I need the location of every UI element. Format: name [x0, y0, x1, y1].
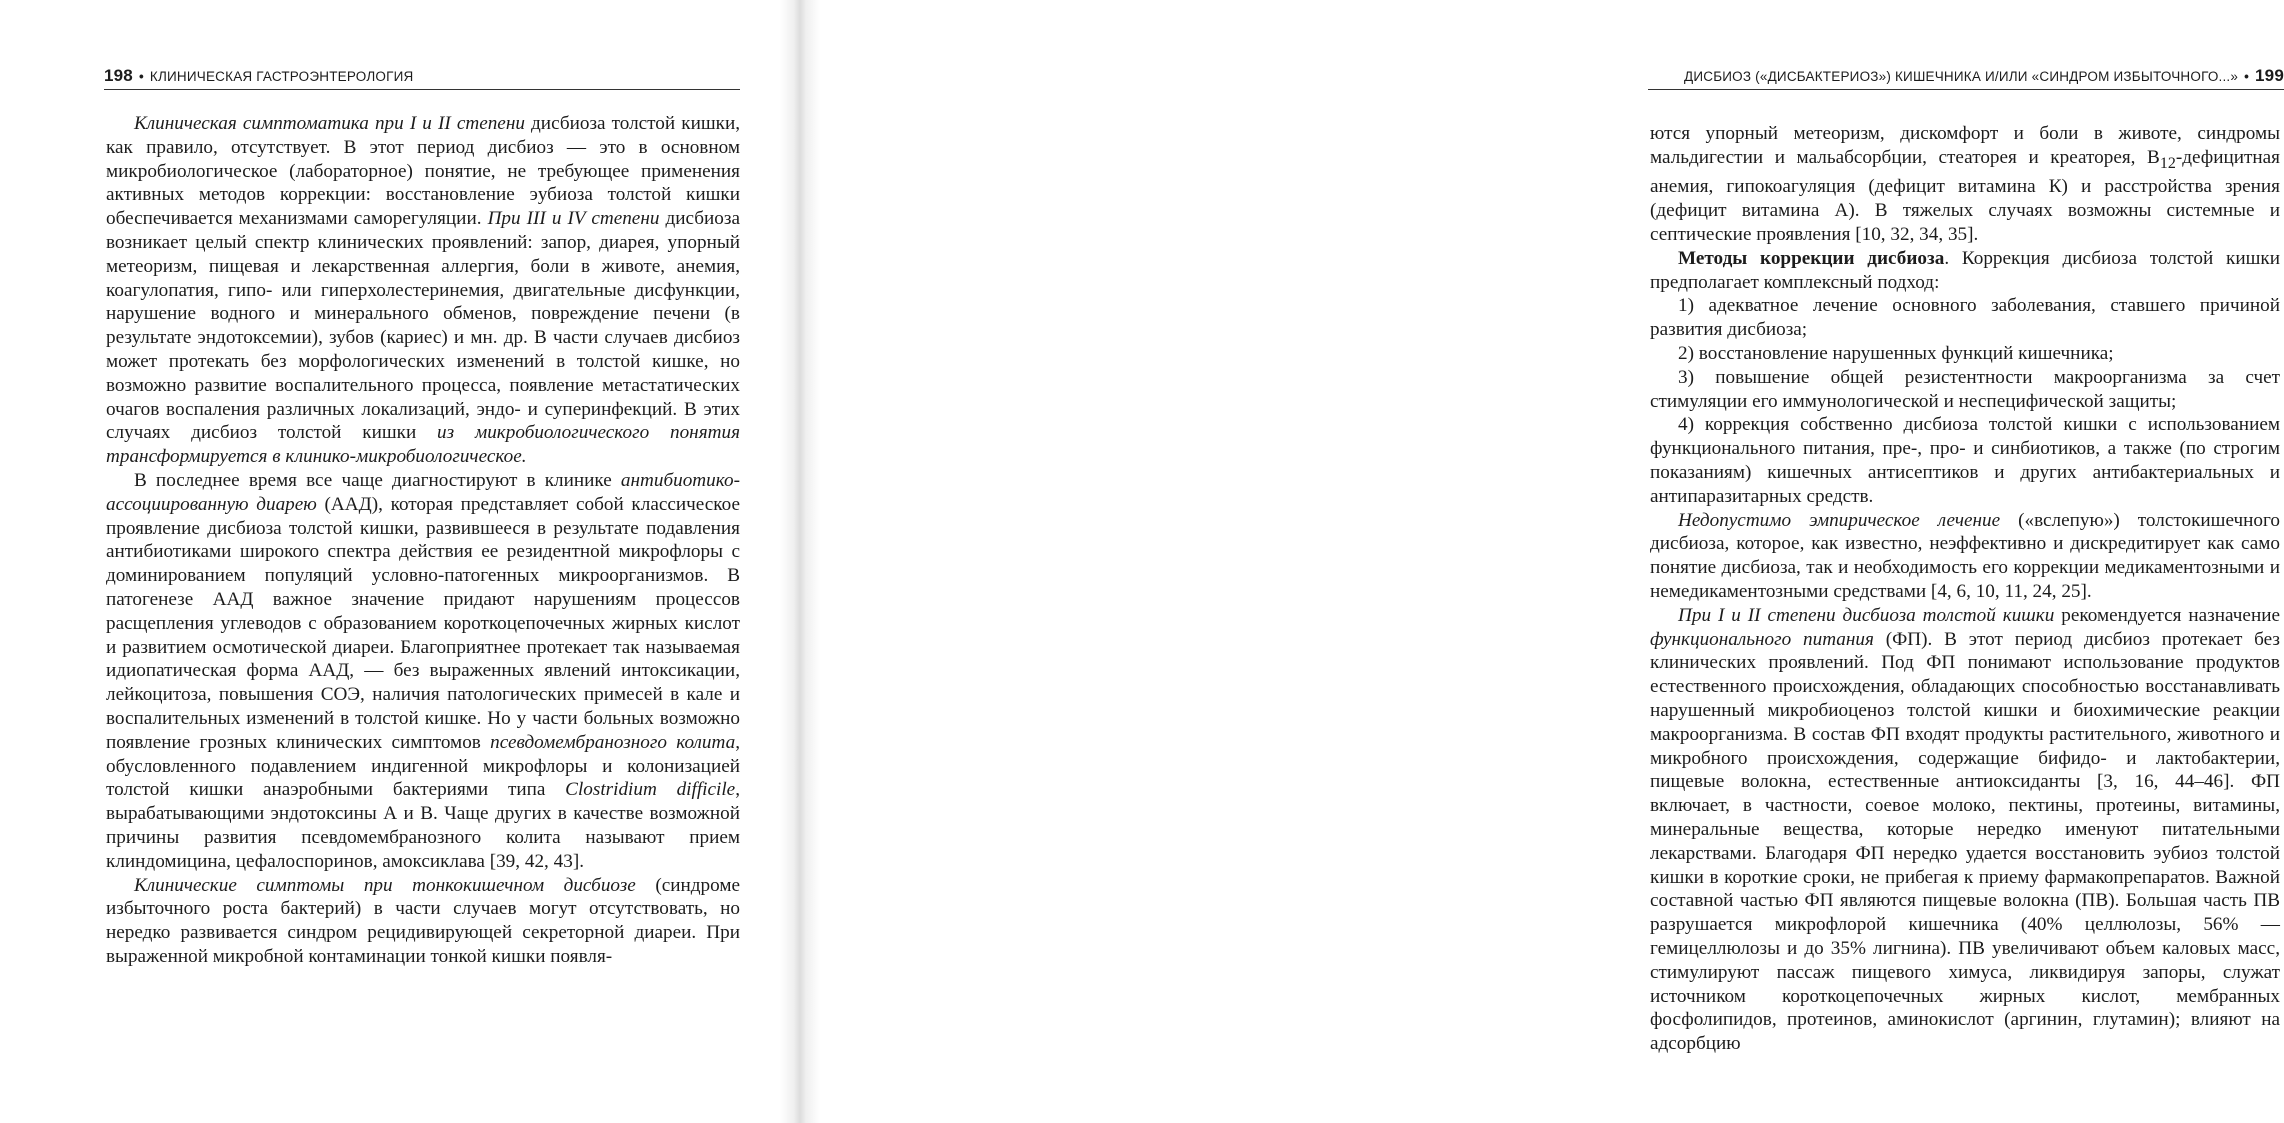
emphasis-text: функционального питания [1650, 628, 1874, 650]
text-run: 3) повышение общей резистентности макроорганизма за счет стимуляции его иммунологической и неспецифической защиты; [1650, 366, 2280, 412]
emphasis-text: псевдомембранозного колита [490, 731, 736, 753]
emphasis-text: Недопустимо эмпирическое лечение [1678, 509, 2001, 531]
body-text-left [106, 112, 740, 969]
text-run: дисбиоза толстой кишки, как правило, отсутствует. В этот период дисбиоз — это в основном микробиологическое (лабораторное) понятие, не требующее применения активных методов коррекции: восстановление эубиоза толстой кишки обеспечивается механизмами саморегуляции. [106, 113, 741, 230]
emphasis-text: Clostridium difficile [565, 779, 736, 801]
header-bullet: • [2244, 69, 2250, 84]
text-run: , вырабатывающими эндотоксины А и В. Чаще других в качестве возможной причины развития псевдомембранозного колита называют прием клиндомицина, цефалоспоринов, амоксиклава [39, 42, 43]. [106, 779, 740, 872]
text-run: , обусловленного подавлением индигенной микрофлоры и колонизацией толстой кишки анаэробными бактериями типа [106, 731, 740, 801]
paragraph [1650, 247, 2280, 295]
paragraph [1650, 413, 2280, 508]
running-title: КЛИНИЧЕСКАЯ ГАСТРОЭНТЕРОЛОГИЯ [149, 69, 414, 84]
text-run: 4) коррекция собственно дисбиоза толстой кишки с использованием функционального питания, пре-, про- и синбиотиков, а также (по строгим показаниям) кишечных антисептиков и других антибактериальных и антипаразитарных средств. [1650, 414, 2280, 507]
text-run: 1) адекватное лечение основного заболевания, ставшего причиной развития дисбиоза; [1650, 295, 2280, 341]
header-bullet: • [138, 69, 144, 84]
paragraph [106, 112, 740, 469]
running-header-left [104, 66, 740, 90]
right-page [804, 0, 2284, 1123]
paragraph [1650, 294, 2280, 342]
text-run: (синдроме избыточного роста бактерий) в части случаев могут отсутствовать, но нередко развивается синдром рецидивирующей секреторной диареи. При выраженной микробной контаминации тонкой кишки появля- [106, 874, 740, 967]
text-run: . Коррекция дисбиоза толстой кишки предполагает комплексный подход: [1650, 247, 2280, 293]
bold-heading: Методы коррекции дисбиоза [1678, 247, 1945, 269]
paragraph [1650, 366, 2280, 414]
subscript: 12 [2159, 154, 2176, 172]
paragraph [106, 874, 740, 969]
text-run: рекомендуется назначение [2054, 604, 2280, 626]
paragraph [1650, 122, 2280, 247]
emphasis-text: из микробиологического понятия трансформируется в клинико-микробиологическое. [106, 422, 740, 468]
page-number: 199 [2255, 66, 2284, 85]
text-run: -дефицитная анемия, гипокоагуляция (дефицит витамина К) и расстройства зрения (дефицит витамина А). В тяжелых случаях возможны системные и септические проявления [10, 32, 34, 35]. [1650, 146, 2280, 246]
text-run: ются упорный метеоризм, дискомфорт и боли в животе, синдромы мальдигестии и мальабсорбции, стеаторея и креаторея, В [1650, 123, 2280, 168]
emphasis-text: При I и II степени дисбиоза толстой кишки [1678, 604, 2055, 626]
body-text-right [1650, 122, 2280, 1056]
left-page [0, 0, 796, 1123]
text-run: В последнее время все чаще диагностируют в клинике [134, 469, 621, 491]
text-run: (ФП). В этот период дисбиоз протекает без клинических проявлений. Под ФП понимают использование продуктов естественного происхождения, обладающих способностью восстанавливать нарушенный микробиоценоз толстой кишки и биохимические реакции макроорганизма. В состав ФП входят продукты растительного, животного и микробного происхождения, содержащие бифидо- и лактобактерии, пищевые волокна, естественные антиоксиданты [3, 16, 44–46]. ФП включает, в частности, соевое молоко, пектины, протеины, витамины, минеральные вещества, которые нередко именуют питательными лекарствами. Благодаря ФП нередко удается восстановить эубиоз толстой кишки в короткие сроки, не прибегая к приему фармакопрепаратов. Важной составной частью ФП являются пищевые волокна (ПВ). Большая часть ПВ разрушается микрофлорой кишечника (40% целлюлозы, 56% — гемицеллюлозы и до 35% лигнина). ПВ увеличивают объем каловых масс, стимулируют пассаж пищевого химуса, ликвидируя запоры, служат источником короткоцепочечных жирных кислот, мембранных фосфолипидов, протеинов, аминокислот (аргинин, глутамин); влияют на адсорбцию [1650, 628, 2281, 1055]
paragraph [1650, 342, 2280, 366]
emphasis-text: Клиническая симптоматика при I и II степени [134, 113, 525, 134]
text-run: («вслепую») толстокишечного дисбиоза, которое, как известно, неэффективно и дискредитирует как само понятие дисбиоза, так и необходимость его коррекции медикаментозными и немедикаментозными средствами [4, 6, 10, 11, 24, 25]. [1650, 509, 2280, 602]
emphasis-text: антибиотико-ассоциированную диарею [106, 469, 740, 515]
page-number: 198 [104, 66, 133, 85]
text-run: 2) восстановление нарушенных функций кишечника; [1678, 343, 2114, 364]
paragraph [1650, 509, 2280, 604]
text-run: (ААД), которая представляет собой классическое проявление дисбиоза толстой кишки, развившееся в результате подавления антибиотиками широкого спектра действия ее резидентной микрофлоры с доминированием популяций условно-патогенных микроорганизмов. В патогенезе ААД важное значение придают нарушениям процессов расщепления углеводов с образованием короткоцепочечных жирных кислот и развитием осмотической диареи. Благоприятнее протекает так называемая идиопатическая форма ААД, — без выраженных явлений интоксикации, лейкоцитоза, повышения СОЭ, наличия патологических примесей в кале и воспалительных изменений в толстой кишке. Но у части больных возможно появление грозных клинических симптомов [106, 493, 740, 753]
paragraph [106, 469, 740, 874]
paragraph [1650, 604, 2280, 1056]
running-header-right [1648, 66, 2284, 90]
running-title: ДИСБИОЗ («ДИСБАКТЕРИОЗ») КИШЕЧНИКА И/ИЛИ «СИНДРОМ ИЗБЫТОЧНОГО...» [1684, 69, 2239, 84]
text-run: дисбиоза возникает целый спектр клинических проявлений: запор, диарея, упорный метеоризм, пищевая и лекарственная аллергия, боли в животе, анемия, коагулопатия, гипо- или гиперхолестеринемия, двигательные дисфункции, нарушение водного и минерального обменов, повреждение печени (в результате эндотоксемии), зубов (кариес) и мн. др. В части случаев дисбиоз может протекать без морфологических изменений в толстой кишке, но возможно развитие воспалительного процесса, появление метастатических очагов воспаления различных локализаций, эндо- и суперинфекций. В этих случаях дисбиоз толстой кишки [106, 208, 740, 444]
emphasis-text: При III и IV степени [487, 208, 660, 230]
emphasis-text: Клинические симптомы при тонкокишечном дисбиозе [134, 874, 636, 896]
